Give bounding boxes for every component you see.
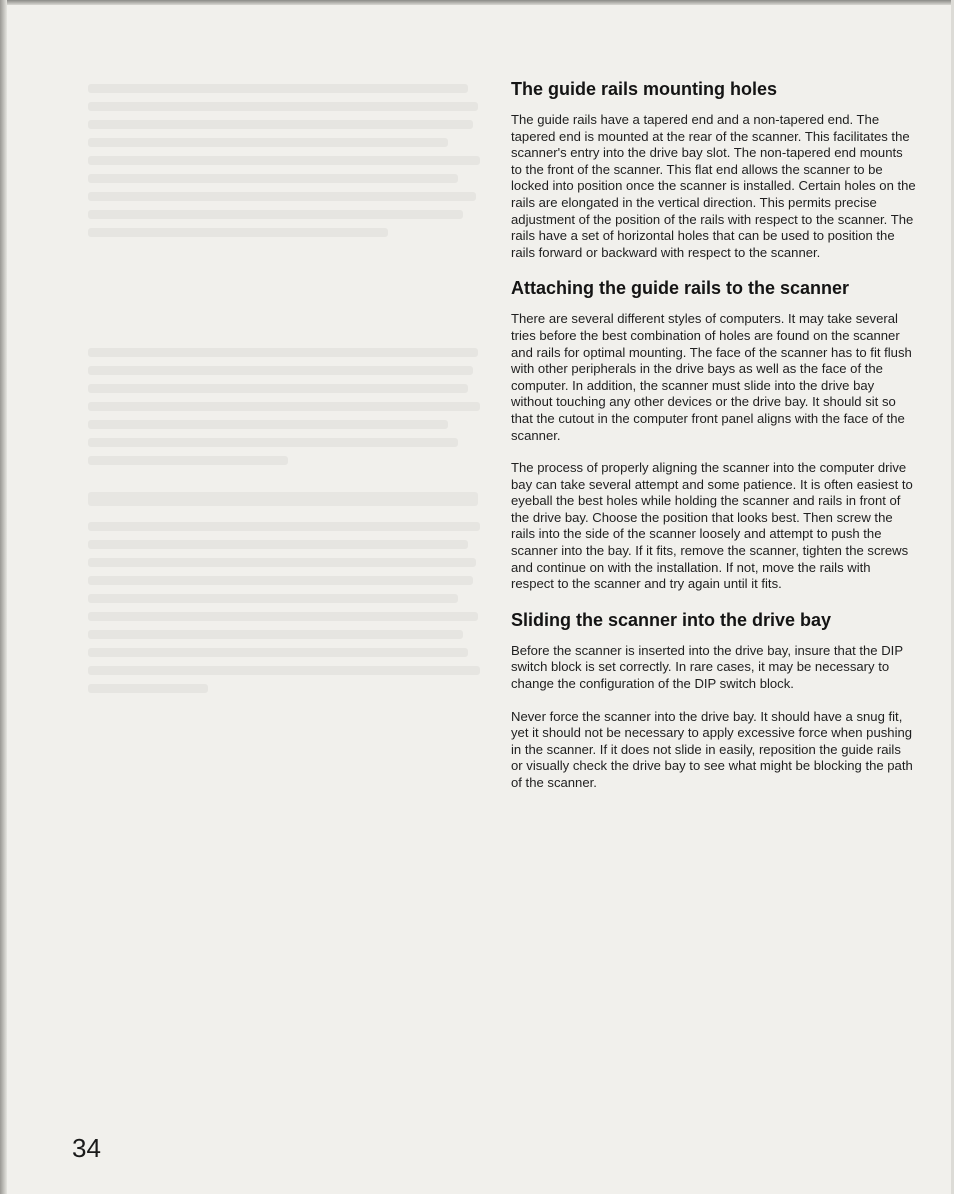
body-paragraph: Never force the scanner into the drive bay. It should have a snug fit, yet it should not be necessary to apply excessive force when pushing in the scanner. If it does not slide in easily, reposition the guide rails or visually check the drive bay to see what might be blocking the path of the scanner. <box>511 708 913 790</box>
body-paragraph: The guide rails have a tapered end and a non-tapered end. The tapered end is mounted at the rear of the scanner. This facilitates the scanner's entry into the drive bay slot. The non-tapered end mounts to the front of the scanner. This flat end allows the scanner to be locked into position once the scanner is installed. Certain holes on the rails are elongated in the vertical direction. This permits precise adjustment of the position of the rails with respect to the scanner. The rails have a set of horizontal holes that can be used to position the rails forward or backward with respect to the scanner. <box>511 112 916 260</box>
section-attaching-guide-rails <box>511 277 916 593</box>
reverse-page-bleed-through <box>88 80 488 700</box>
body-paragraph: Before the scanner is inserted into the drive bay, insure that the DIP switch block is set correctly. In rare cases, it may be necessary to change the configuration of the DIP switch block. <box>511 642 903 692</box>
page-number: 34 <box>72 1133 101 1163</box>
section-guide-rails-mounting-holes <box>511 78 916 261</box>
page-binding-edge <box>0 0 7 1194</box>
section-heading: Sliding the scanner into the drive bay <box>511 609 832 630</box>
section-heading: The guide rails mounting holes <box>511 79 778 99</box>
body-paragraph: The process of properly aligning the scanner into the computer drive bay can take several attempt and some patience. It is often easiest to eyeball the best holes while holding the scanner and rails in front of the drive bay. Choose the position that looks best. Then screw the rails into the side of the scanner loosely and attempt to push the scanner into the bay. If it fits, remove the scanner, tighten the screws and continue on with the installation. If not, move the rails with respect to the scanner and try again until it fits. <box>511 460 913 592</box>
body-paragraph: There are several different styles of computers. It may take several tries before the best combination of holes are found on the scanner and rails for optimal mounting. The face of the scanner has to fit flush with other peripherals in the drive bays as well as the face of the computer. In addition, the scanner must slide into the drive bay without touching any other devices or the drive bay. It should sit so that the cutout in the computer front panel aligns with the face of the scanner. <box>511 311 912 443</box>
main-text-column <box>511 78 916 808</box>
page-top-edge <box>0 0 954 5</box>
section-heading: Attaching the guide rails to the scanner <box>511 278 850 299</box>
section-sliding-scanner <box>511 609 916 792</box>
